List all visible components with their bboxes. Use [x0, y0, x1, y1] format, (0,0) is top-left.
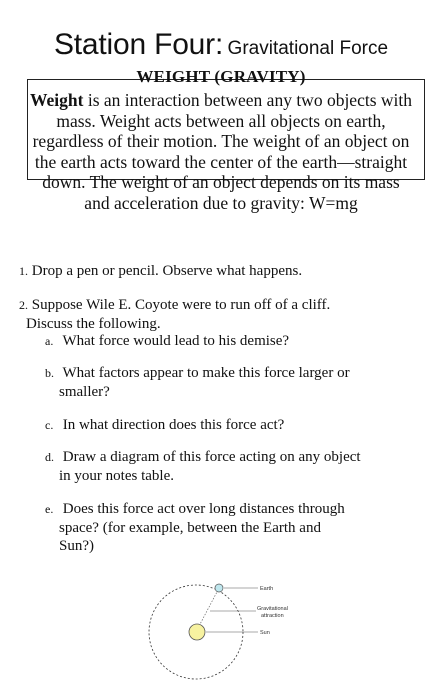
orbit-diagram	[140, 578, 300, 690]
subquestion-text: What force would lead to his demise?	[62, 333, 290, 349]
subquestion-text: In what direction does this force act?	[62, 417, 285, 433]
question-text-line1: Suppose Wile E. Coyote were to run off of a cliff.	[31, 297, 331, 313]
sun-icon	[189, 624, 205, 640]
earth-label: Earth	[260, 586, 274, 592]
definition-text	[30, 90, 412, 213]
subquestion-text-line2: space? (for example, between the Earth and	[59, 519, 321, 536]
subquestion-e	[45, 500, 425, 556]
question-1	[19, 262, 429, 281]
definition-heading: WEIGHT (GRAVITY)	[136, 67, 306, 86]
title-main: Station Four:	[53, 28, 224, 61]
attraction-label-1: Gravitational	[257, 606, 288, 612]
subquestion-letter: a.	[45, 334, 54, 348]
attraction-line	[198, 590, 218, 628]
subquestion-text-line2: in your notes table.	[59, 467, 174, 484]
subquestion-letter: b.	[45, 366, 54, 380]
subquestion-letter: e.	[45, 502, 54, 516]
page-title	[0, 28, 442, 62]
question-number: 1.	[19, 264, 28, 278]
subquestion-c	[45, 416, 425, 435]
subquestion-text-line1: Draw a diagram of this force acting on any object	[62, 449, 361, 465]
earth-icon	[215, 584, 223, 592]
subquestion-a	[45, 332, 425, 351]
subquestion-letter: d.	[45, 450, 54, 464]
subquestion-text-line1: Does this force act over long distances through	[62, 501, 345, 517]
subquestion-text-line1: What factors appear to make this force larger or	[62, 365, 350, 381]
definition-body: is an interaction between any two objects with mass. Weight acts between all objects on earth, regardless of their motion. The weight of an object on the earth acts toward the center of the earth—straight down. The weight of an object depends on its mass and acceleration due to gravity: W=mg	[32, 90, 413, 213]
title-sub: Gravitational Force	[227, 38, 389, 59]
subquestion-d	[45, 448, 425, 485]
sun-label: Sun	[260, 630, 270, 636]
question-text-line2: Discuss the following.	[26, 315, 161, 332]
subquestion-text-line3: Sun?)	[59, 538, 94, 554]
attraction-label-2: attraction	[261, 613, 284, 619]
question-2	[19, 296, 429, 333]
question-text: Drop a pen or pencil. Observe what happens.	[31, 263, 303, 279]
question-number: 2.	[19, 298, 28, 312]
subquestion-text-line2: smaller?	[59, 383, 110, 400]
definition-bold-word: Weight	[30, 90, 84, 110]
subquestion-letter: c.	[45, 418, 54, 432]
subquestion-b	[45, 364, 425, 401]
